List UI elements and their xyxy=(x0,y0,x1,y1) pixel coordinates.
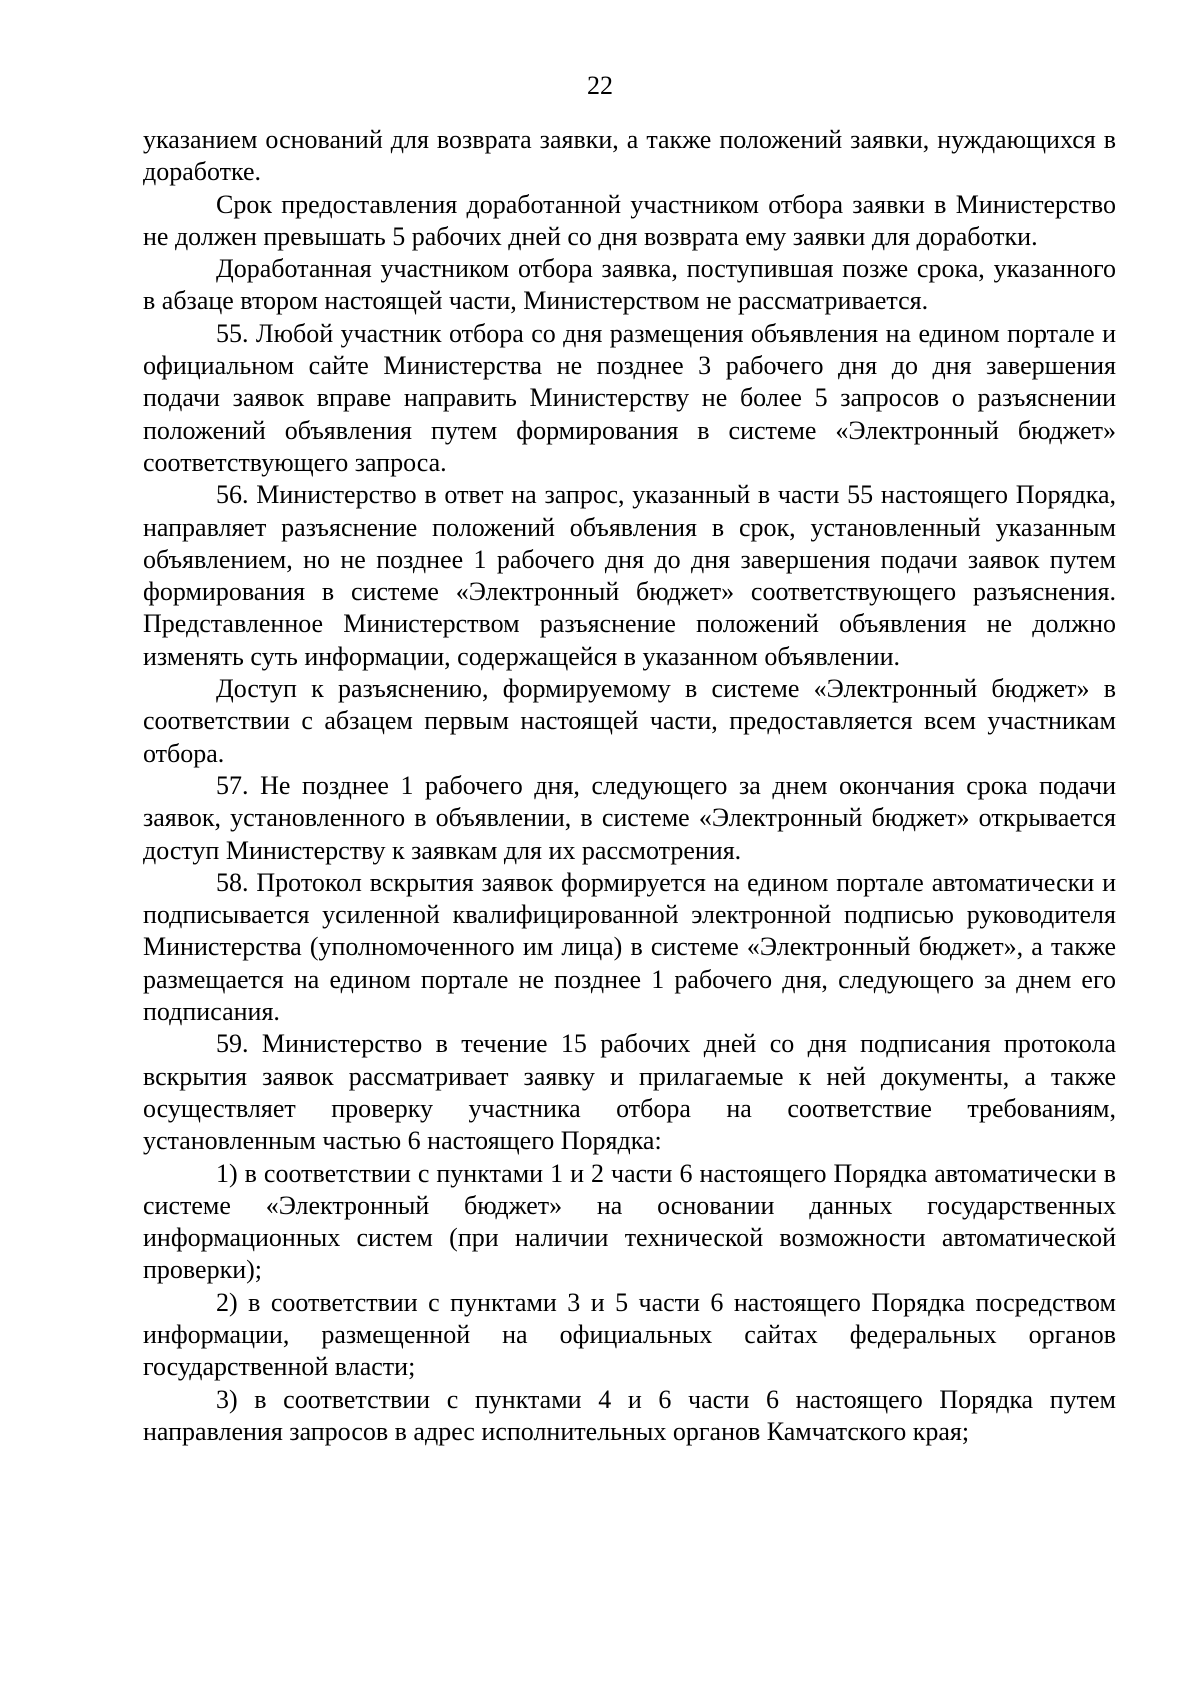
paragraph-4: 55. Любой участник отбора со дня размещения объявления на едином портале и официальном сайте Министерства не позднее 3 рабочего дня до дня завершения подачи заявок вправе направить Министерству не более 5 запросов о разъяснении положений объявления путем формирования в системе «Электронный бюджет» соответствующего запроса. xyxy=(143,318,1116,477)
page-number: 22 xyxy=(587,71,613,100)
paragraph-12: 3) в соответствии с пунктами 4 и 6 части 6 настоящего Порядка путем направления запросов в адрес исполнительных органов Камчатского края; xyxy=(143,1384,1116,1446)
paragraph-8: 58. Протокол вскрытия заявок формируется на едином портале автоматически и подписывается усиленной квалифицированной электронной подписью руководителя Министерства (уполномоченного им лица) в системе «Электронный бюджет», а также размещается на едином портале не позднее 1 рабочего дня, следующего за днем его подписания. xyxy=(143,867,1116,1027)
paragraph-9: 59. Министерство в течение 15 рабочих дней со дня подписания протокола вскрытия заявок рассматривает заявку и прилагаемые к ней документы, а также осуществляет проверку участника отбора на соответствие требованиям, установленным частью 6 настоящего Порядка: xyxy=(143,1029,1116,1156)
paragraph-11: 2) в соответствии с пунктами 3 и 5 части 6 настоящего Порядка посредством информации, размещенной на официальных сайтах федеральных органов государственной власти; xyxy=(143,1287,1116,1382)
paragraph-10: 1) в соответствии с пунктами 1 и 2 части 6 настоящего Порядка автоматически в системе «Электронный бюджет» на основании данных государственных информационных систем (при наличии технической возможности автоматической проверки); xyxy=(143,1158,1116,1285)
paragraph-2: Срок предоставления доработанной участником отбора заявки в Министерство не должен превышать 5 рабочих дней со дня возврата ему заявки для доработки. xyxy=(143,189,1116,251)
document-body xyxy=(143,124,1116,1448)
paragraph-6: Доступ к разъяснению, формируемому в системе «Электронный бюджет» в соответствии с абзацем первым настоящей части, предоставляется всем участникам отбора. xyxy=(143,674,1116,768)
paragraph-3: Доработанная участником отбора заявка, поступившая позже срока, указанного в абзаце втором настоящей части, Министерством не рассматривается. xyxy=(143,254,1116,316)
paragraph-1: указанием оснований для возврата заявки, а также положений заявки, нуждающихся в доработке. xyxy=(143,125,1116,187)
paragraph-7: 57. Не позднее 1 рабочего дня, следующего за днем окончания срока подачи заявок, установленного в объявлении, в системе «Электронный бюджет» открывается доступ Министерству к заявкам для их рассмотрения. xyxy=(143,770,1116,865)
paragraph-5: 56. Министерство в ответ на запрос, указанный в части 55 настоящего Порядка, направляет разъяснение положений объявления в срок, установленный указанным объявлением, но не позднее 1 рабочего дня до дня завершения подачи заявок путем формирования в системе «Электронный бюджет» соответствующего разъяснения. Представленное Министерством разъяснение положений объявления не должно изменять суть информации, содержащейся в указанном объявлении. xyxy=(143,480,1116,671)
